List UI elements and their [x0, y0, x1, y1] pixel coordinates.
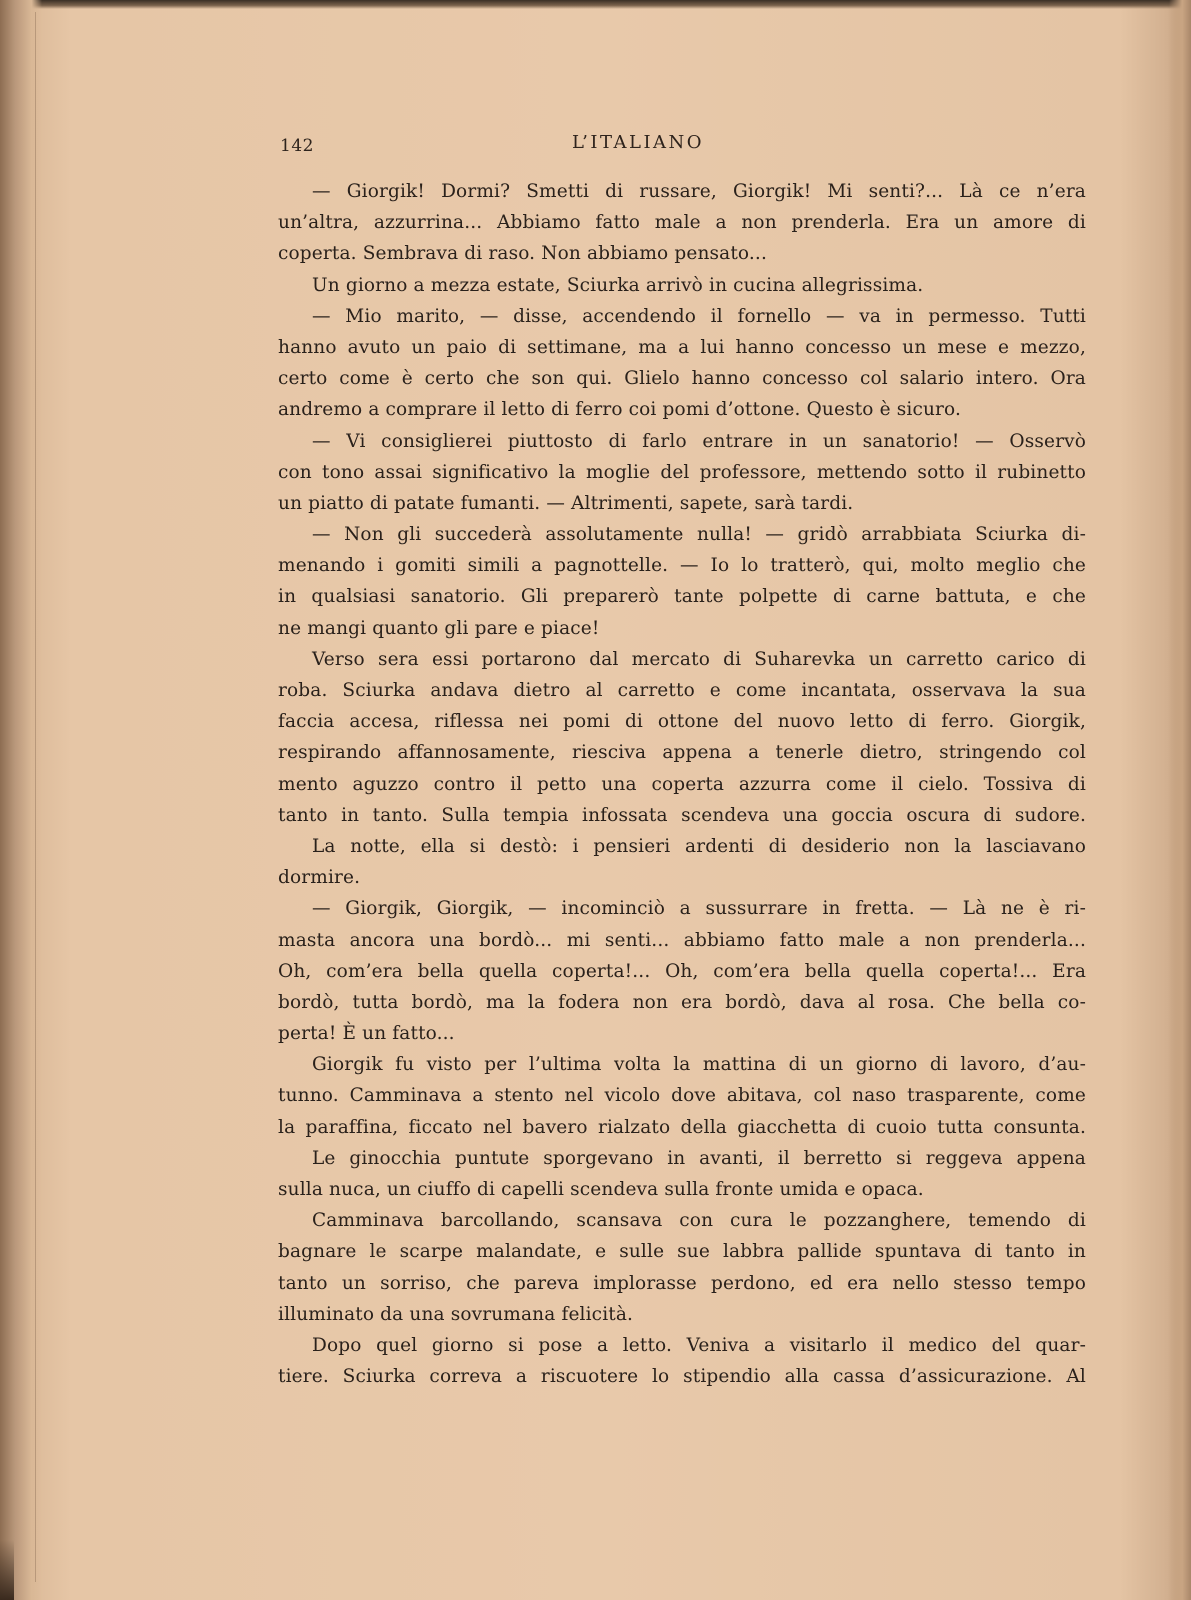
text-line: con tono assai significativo la moglie del professore, mettendo sotto il rubinetto [278, 461, 1086, 483]
text-line: Le ginocchia puntute sporgevano in avanti, il berretto si reggeva appena [312, 1147, 1086, 1169]
text-line: roba. Sciurka andava dietro al carretto e come incantata, osservava la sua [278, 680, 1086, 701]
text-line: — Giorgik! Dormi? Smetti di russare, Giorgik! Mi senti?... Là ce n’era [312, 181, 1086, 202]
text-line: tanto in tanto. Sulla tempia infossata scendeva una goccia oscura di sudore. [278, 804, 1086, 826]
text-line: tunno. Camminava a stento nel vicolo dove abitava, col naso trasparente, come [278, 1085, 1086, 1107]
body-text [278, 176, 1086, 1392]
text-line: Camminava barcollando, scansava con cura le pozzanghere, temendo di [312, 1210, 1086, 1232]
gutter-crease [35, 12, 36, 1582]
running-title: L’ITALIANO [572, 132, 705, 153]
text-line: Oh, com’era bella quella coperta!... Oh, com’era bella quella coperta!... Era [278, 960, 1086, 982]
text-line: Giorgik fu visto per l’ultima volta la mattina di un giorno di lavoro, d’au- [312, 1054, 1086, 1076]
text-line: Un giorno a mezza estate, Sciurka arrivò in cucina allegrissima. [312, 274, 924, 296]
text-line: sulla nuca, un ciuffo di capelli scendeva sulla fronte umida e opaca. [278, 1179, 924, 1200]
text-line: mento aguzzo contro il petto una coperta azzurra come il cielo. Tossiva di [278, 773, 1086, 795]
page-top-edge [0, 0, 1191, 9]
text-line: tiere. Sciurka correva a riscuotere lo stipendio alla cassa d’assicurazione. Al [278, 1366, 1086, 1388]
text-line: La notte, ella si destò: i pensieri ardenti di desiderio non la lasciavano [312, 835, 1086, 857]
text-line: — Vi consiglierei piuttosto di farlo entrare in un sanatorio! — Osservò [312, 430, 1086, 452]
text-line: perta! È un fatto... [278, 1023, 455, 1045]
text-line: certo come è certo che son qui. Glielo hanno concesso col salario intero. Ora [278, 368, 1086, 390]
text-line: un’altra, azzurrina... Abbiamo fatto male a non prenderla. Era un amore di [278, 212, 1086, 234]
page-right-edge [1169, 0, 1191, 1600]
text-line: — Non gli succederà assolutamente nulla! — gridò arrabbiata Sciurka di- [312, 524, 1086, 546]
text-line: Verso sera essi portarono dal mercato di Suharevka un carretto carico di [312, 648, 1086, 670]
text-line: bagnare le scarpe malandate, e sulle sue labbra pallide spuntava di tanto in [278, 1241, 1086, 1263]
page-corner-shadow [0, 1540, 14, 1600]
text-line: un piatto di patate fumanti. — Altrimenti, sapete, sarà tardi. [278, 492, 854, 514]
text-line: Dopo quel giorno si pose a letto. Veniva a visitarlo il medico del quar- [312, 1334, 1086, 1356]
text-line: hanno avuto un paio di settimane, ma a lui hanno concesso un mese e mezzo, [278, 336, 1086, 358]
page-number: 142 [280, 136, 314, 156]
text-line: bordò, tutta bordò, ma la fodera non era bordò, dava al rosa. Che bella co- [278, 991, 1086, 1013]
text-line: la paraffina, ficcato nel bavero rialzato della giacchetta di cuoio tutta consunta. [278, 1116, 1086, 1138]
text-line: masta ancora una bordò... mi senti... abbiamo fatto male a non prenderla... [278, 929, 1086, 951]
text-line: coperta. Sembrava di raso. Non abbiamo pensato... [278, 243, 767, 265]
text-line: dormire. [278, 867, 361, 889]
text-line: faccia accesa, riflessa nei pomi di ottone del nuovo letto di ferro. Giorgik, [278, 711, 1086, 733]
text-line: ne mangi quanto gli pare e piace! [278, 617, 600, 639]
running-header [280, 132, 1080, 162]
text-line: illuminato da una sovrumana felicità. [278, 1303, 634, 1325]
text-line: — Mio marito, — disse, accendendo il fornello — va in permesso. Tutti [312, 305, 1086, 327]
text-line: respirando affannosamente, riesciva appena a tenerle dietro, stringendo col [278, 742, 1086, 764]
text-line: tanto un sorriso, che pareva implorasse perdono, ed era nello stesso tempo [278, 1272, 1086, 1294]
text-line: in qualsiasi sanatorio. Gli preparerò tante polpette di carne battuta, e che [278, 586, 1086, 608]
text-line: andremo a comprare il letto di ferro coi pomi d’ottone. Questo è sicuro. [278, 399, 962, 421]
text-line: — Giorgik, Giorgik, — incominciò a sussurrare in fretta. — Là ne è ri- [312, 898, 1086, 920]
text-line: menando i gomiti simili a pagnottelle. — Io lo tratterò, qui, molto meglio che [278, 555, 1086, 577]
